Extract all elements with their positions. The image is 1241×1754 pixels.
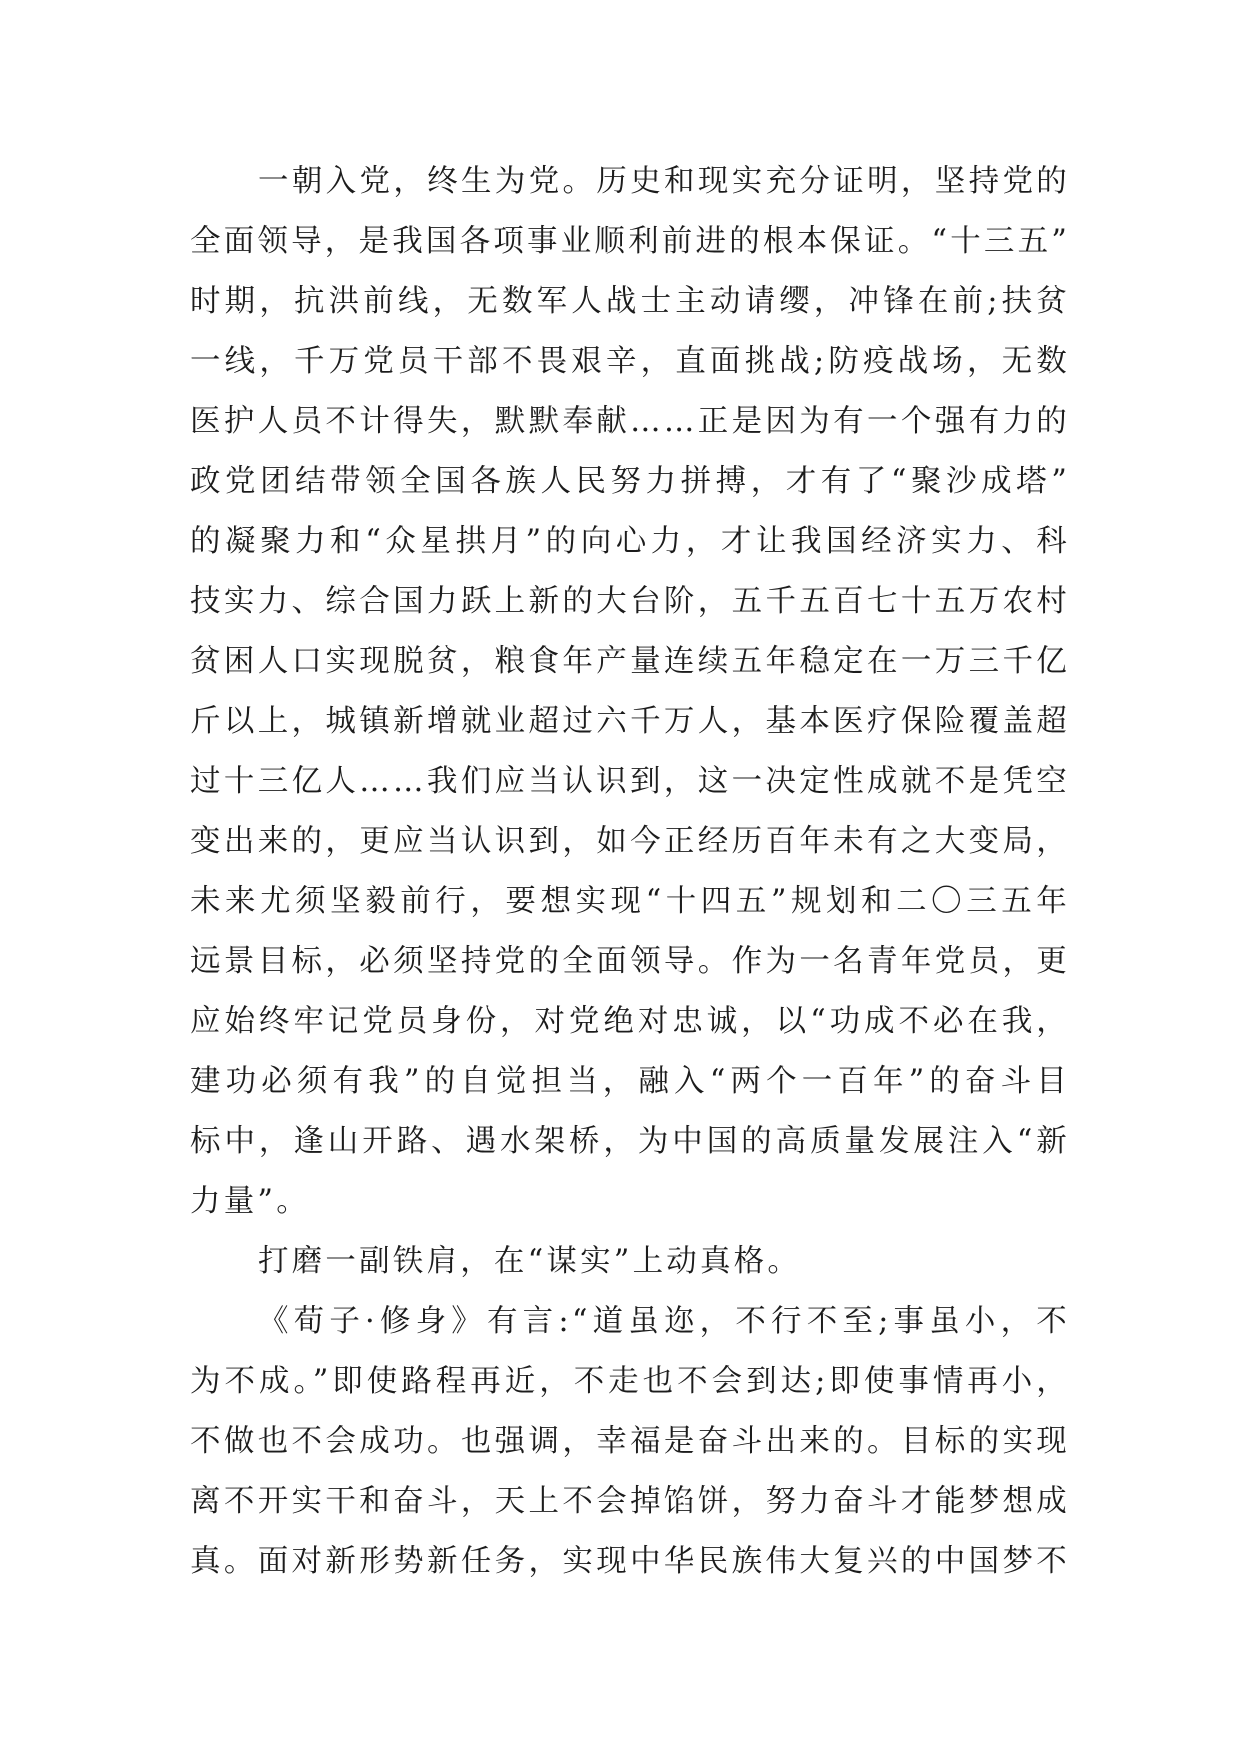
text-line: 为不成。”即使路程再近，不走也不会到达;即使事情再小，: [190, 1364, 1070, 1399]
text-line: 斤以上，城镇新增就业超过六千万人，基本医疗保险覆盖超: [190, 704, 1070, 739]
text-line: 医护人员不计得失，默默奉献……正是因为有一个强有力的: [190, 404, 1070, 439]
text-line: 的凝聚力和“众星拱月”的向心力，才让我国经济实力、科: [190, 524, 1070, 559]
text-line: 应始终牢记党员身份，对党绝对忠诚，以“功成不必在我，: [190, 1004, 1070, 1039]
text-line: 一线，千万党员干部不畏艰辛，直面挑战;防疫战场，无数: [190, 344, 1070, 379]
text-line: 远景目标，必须坚持党的全面领导。作为一名青年党员，更: [190, 944, 1070, 979]
text-line: 政党团结带领全国各族人民努力拼搏，才有了“聚沙成塔”: [190, 464, 1070, 499]
text-line: 真。面对新形势新任务，实现中华民族伟大复兴的中国梦不: [190, 1544, 1070, 1579]
text-line: 离不开实干和奋斗，天上不会掉馅饼，努力奋斗才能梦想成: [190, 1484, 1070, 1519]
body-text: [190, 152, 1070, 1592]
text-line: 过十三亿人……我们应当认识到，这一决定性成就不是凭空: [190, 764, 1070, 799]
text-line: 贫困人口实现脱贫，粮食年产量连续五年稳定在一万三千亿: [190, 644, 1070, 679]
text-line: 技实力、综合国力跃上新的大台阶，五千五百七十五万农村: [190, 584, 1070, 619]
text-line: 建功必须有我”的自觉担当，融入“两个一百年”的奋斗目: [190, 1064, 1070, 1099]
text-line: 变出来的，更应当认识到，如今正经历百年未有之大变局，: [190, 824, 1070, 859]
text-line: 力量”。: [190, 1184, 310, 1219]
text-line: 标中，逢山开路、遇水架桥，为中国的高质量发展注入“新: [190, 1124, 1070, 1159]
text-line: 打磨一副铁肩，在“谋实”上动真格。: [258, 1244, 802, 1279]
text-line: 全面领导，是我国各项事业顺利前进的根本保证。“十三五”: [190, 224, 1070, 259]
text-line: 不做也不会成功。也强调，幸福是奋斗出来的。目标的实现: [190, 1424, 1070, 1459]
text-line: 未来尤须坚毅前行，要想实现“十四五”规划和二〇三五年: [190, 884, 1070, 919]
text-line: 《荀子·修身》有言:“道虽迩，不行不至;事虽小，不: [258, 1304, 1070, 1339]
text-line: 一朝入党，终生为党。历史和现实充分证明，坚持党的: [258, 164, 1070, 199]
text-line: 时期，抗洪前线，无数军人战士主动请缨，冲锋在前;扶贫: [190, 284, 1070, 319]
